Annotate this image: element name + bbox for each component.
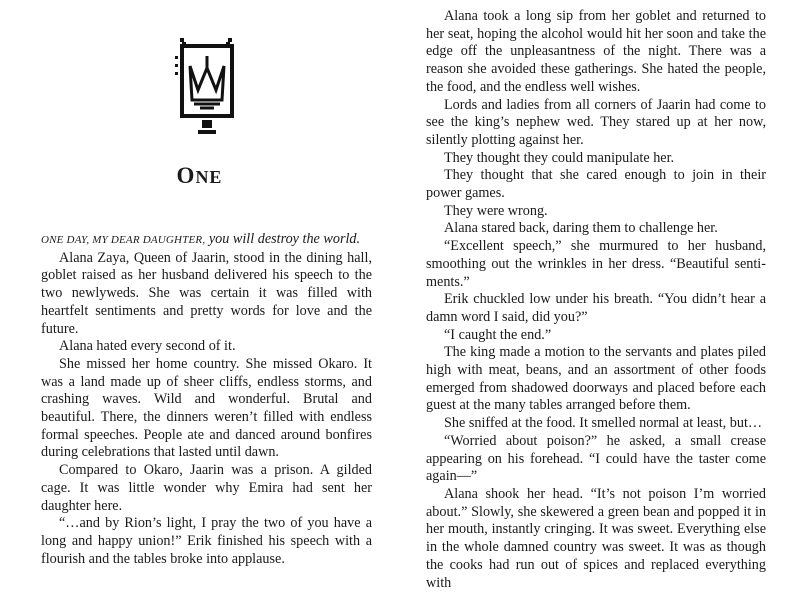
paragraph: “I caught the end.”	[444, 326, 552, 343]
paragraph: She missed her home country. She missed Okaro. It was a land made up of sheer cliffs, endless storms, and crashing waves. Wild and wonderful. Brutal and beautiful. There, the dinners weren’t filled with endless formal speeches. People ate and danced around bonfires during celebrations that lasted until dawn.	[41, 355, 372, 461]
paragraph: They were wrong.	[444, 202, 548, 219]
paragraph: They thought that she cared enough to join in their power games.	[426, 167, 766, 202]
paragraph: “Worried about poison?” he asked, a small crease appearing on his forehead. “I could have the taster come again—”	[426, 432, 766, 485]
opening-rest: you will destroy the world.	[205, 231, 361, 247]
paragraph: Alana took a long sip from her goblet and returned to her seat, hoping the alcohol would hit her soon and take the edge off the unpleasantness of the night. There was a reason she avoided these gatherings. She hated the people, the food, and the endless well wishes.	[426, 8, 766, 95]
opening-smallcaps: ONE DAY, MY DEAR DAUGHTER,	[41, 234, 206, 246]
paragraph: “Excellent speech,” she murmured to her husband, smoothing out the wrinkles in her dress. “Beautiful sentiments.”	[426, 238, 766, 290]
paragraph: They thought they could manipulate her.	[444, 149, 675, 166]
paragraph: She sniffed at the food. It smelled normal at least, but…	[444, 415, 763, 432]
crown-emblem-icon	[172, 38, 242, 138]
paragraph: Alana stared back, daring them to challenge her.	[444, 220, 718, 237]
paragraph: Alana Zaya, Queen of Jaarin, stood in the dining hall, goblet raised as her husband delivered his speech to the two newlyweds. She was certain it was filled with heartfelt sentiments and pretty words for love and the future.	[41, 249, 372, 337]
opening-line	[41, 231, 372, 250]
paragraph: Erik chuckled low under his breath. “You didn’t hear a damn word I said, did you?”	[426, 291, 766, 325]
paragraph: Compared to Okaro, Jaarin was a prison. A gilded cage. It was little wonder why Emira had sent her daughter here.	[41, 462, 372, 514]
paragraph: Alana shook her head. “It’s not poison I’m worried about.” Slowly, she skewered a green bean and popped it in her mouth, instantly cringing. It was sweet. Everything else in the whole damned country was sweet. It was as though the cooks had run out of spices and replaced everything with	[426, 485, 766, 591]
chapter-title: ONE	[176, 163, 223, 188]
left-page-text	[41, 231, 372, 568]
paragraph: “…and by Rion’s light, I pray the two of you have a long and happy union!” Erik finished his speech with a flourish and the tables broke into applause.	[41, 515, 372, 567]
paragraph: The king made a motion to the servants and plates piled high with meat, beans, and an assortment of other foods emerged from shadowed doorways and placed before each guest at the many tables arranged before them.	[426, 344, 766, 414]
paragraph: Lords and ladies from all corners of Jaarin had come to see the king’s nephew wed. They stared up at her now, silently plotting against her.	[426, 96, 766, 148]
paragraph: Alana hated every second of it.	[59, 338, 236, 355]
right-page-text	[426, 8, 766, 592]
